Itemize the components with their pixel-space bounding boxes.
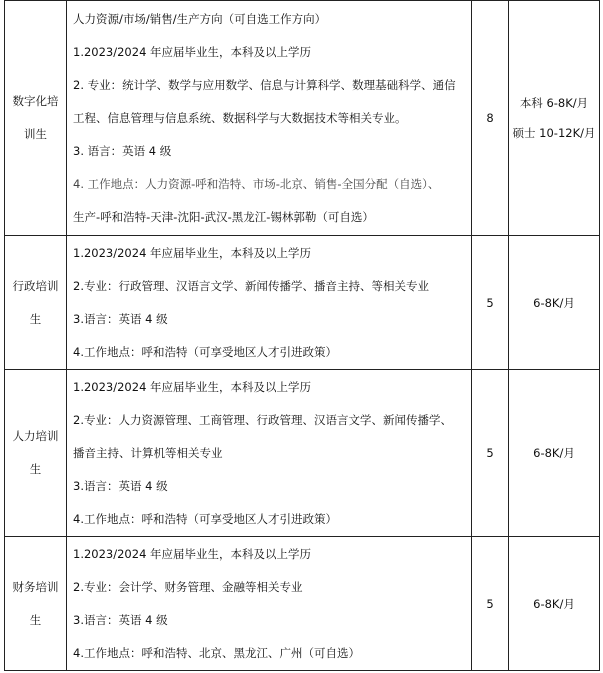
role-cell [5, 1, 67, 236]
requirements-cell [67, 370, 472, 537]
requirement-line: 4.工作地点：呼和浩特（可享受地区人才引进政策） [73, 344, 337, 359]
table-row [5, 537, 600, 671]
table-row [5, 370, 600, 537]
salary-cell [509, 1, 600, 236]
requirement-line: 3.语言：英语 4 级 [73, 311, 168, 326]
requirement-line: 2.专业：会计学、财务管理、金融等相关专业 [73, 579, 303, 594]
requirement-line: 人力资源/市场/销售/生产方向（可自选工作方向） [73, 11, 327, 26]
salary-line: 硕士 10-12K/月 [512, 126, 596, 140]
salary-line: 本科 6-8K/月 [519, 96, 589, 110]
requirement-line: 3.语言：英语 4 级 [73, 478, 168, 493]
salary-cell [509, 236, 600, 370]
table-row [5, 1, 600, 236]
requirements-cell [67, 537, 472, 671]
requirements-cell [67, 236, 472, 370]
role-cell [5, 537, 67, 671]
headcount-cell: 8 [472, 1, 509, 236]
role-cell [5, 370, 67, 537]
salary-cell [509, 370, 600, 537]
headcount-cell: 5 [472, 370, 509, 537]
requirement-line: 4.工作地点：呼和浩特（可享受地区人才引进政策） [73, 511, 337, 526]
recruitment-table [4, 0, 600, 671]
salary-line: 6-8K/月 [533, 596, 575, 611]
requirement-line: 工程、信息管理与信息系统、数据科学与大数据技术等相关专业。 [73, 110, 407, 125]
requirement-line: 1.2023/2024 年应届毕业生，本科及以上学历 [73, 379, 312, 394]
salary-line: 6-8K/月 [533, 295, 575, 310]
role-cell [5, 236, 67, 370]
role-name: 人力培训生 [12, 429, 59, 476]
requirement-line: 播音主持、计算机等相关专业 [73, 445, 223, 460]
role-name: 数字化培训生 [12, 94, 59, 141]
requirement-line: 2.专业：人力资源管理、工商管理、行政管理、汉语言文学、新闻传播学、 [73, 412, 452, 427]
requirement-line: 2. 专业：统计学、数学与应用数学、信息与计算科学、数理基础科学、通信 [73, 77, 456, 92]
headcount-cell: 5 [472, 236, 509, 370]
requirement-line: 生产-呼和浩特-天津-沈阳-武汉-黑龙江-锡林郭勒（可自选） [73, 209, 374, 224]
role-name: 财务培训生 [12, 579, 59, 627]
salary-line: 6-8K/月 [533, 446, 575, 460]
headcount-cell: 5 [472, 537, 509, 671]
requirement-line: 1.2023/2024 年应届毕业生，本科及以上学历 [73, 245, 312, 260]
requirement-line: 4.工作地点：呼和浩特、北京、黑龙江、广州（可自选） [73, 645, 360, 660]
requirement-line: 4. 工作地点：人力资源-呼和浩特、市场-北京、销售-全国分配（自选）、 [73, 176, 440, 191]
role-name: 行政培训生 [12, 278, 59, 326]
table-row [5, 236, 600, 370]
requirements-cell [67, 1, 472, 236]
requirement-line: 1.2023/2024 年应届毕业生，本科及以上学历 [73, 546, 312, 561]
requirement-line: 3.语言：英语 4 级 [73, 612, 168, 627]
salary-cell [509, 537, 600, 671]
requirement-line: 1.2023/2024 年应届毕业生，本科及以上学历 [73, 44, 312, 59]
requirement-line: 3. 语言：英语 4 级 [73, 143, 172, 158]
requirement-line: 2.专业：行政管理、汉语言文学、新闻传播学、播音主持、等相关专业 [73, 278, 429, 293]
